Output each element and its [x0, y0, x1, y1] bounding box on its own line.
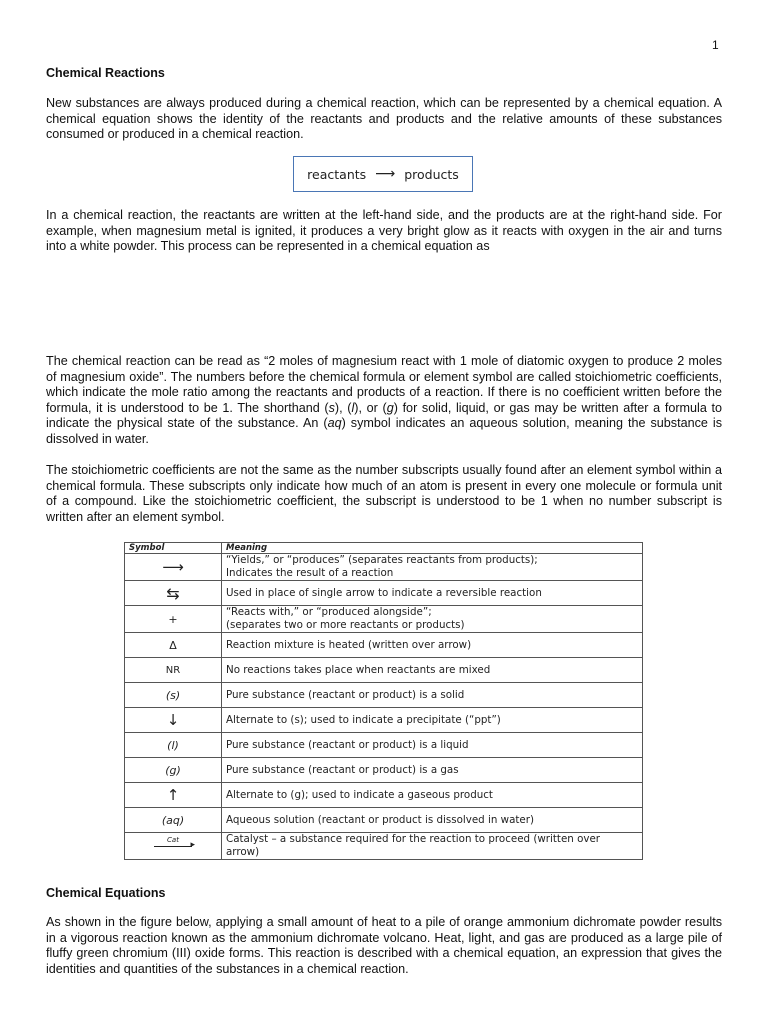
arrow-head-icon: ▸	[190, 839, 195, 850]
plus-symbol: +	[125, 606, 222, 633]
no-reaction-symbol: NR	[125, 658, 222, 683]
catalyst-label: Cat	[167, 835, 179, 844]
table-row	[125, 683, 643, 708]
precipitate-arrow-symbol: ↓	[125, 708, 222, 733]
meaning-text: Aqueous solution (reactant or product is dissolved in water)	[222, 808, 643, 833]
delta-symbol: Δ	[125, 633, 222, 658]
section-heading-chemical-equations: Chemical Equations	[46, 886, 166, 900]
meaning-text: Alternate to (s); used to indicate a precipitate (“ppt”)	[222, 708, 643, 733]
table-row	[125, 808, 643, 833]
meaning-text: Used in place of single arrow to indicate a reversible reaction	[222, 581, 643, 606]
table-row	[125, 658, 643, 683]
meaning-text: Catalyst – a substance required for the reaction to proceed (written over	[226, 833, 601, 845]
section-heading-chemical-reactions: Chemical Reactions	[46, 66, 165, 80]
reaction-reading-paragraph: The chemical reaction can be read as “2 moles of magnesium react with 1 mole of diatomic oxygen to produce 2 moles of magnesium oxide”. The numbers before the chemical formula or element symbol are called stoichiometric coefficients, which indicate the mole ratio among the reactants and products of a reaction. If there is no coefficient written before the formula, it is understood to be 1. The shorthand (s), (l), or (g) for solid, liquid, or gas may be written after a formula to indicate the physical state of the substance. An (aq) symbol indicates an aqueous solution, meaning the substance is dissolved in water.	[46, 354, 723, 446]
meaning-text: Indicates the result of a reaction	[226, 567, 394, 579]
reactants-label: reactants	[307, 166, 367, 182]
gas-arrow-symbol: ↑	[125, 783, 222, 808]
page-number: 1	[712, 38, 719, 52]
meaning-text: “Reacts with,” or “produced alongside”;	[226, 606, 432, 618]
meaning-column-header: Meaning	[222, 543, 643, 554]
meaning-text: No reactions takes place when reactants are mixed	[222, 658, 643, 683]
table-row	[125, 783, 643, 808]
aqueous-symbol: (aq)	[125, 808, 222, 833]
meaning-text: “Yields,” or “produces” (separates reactants from products);	[226, 554, 538, 566]
liquid-symbol: (l)	[125, 733, 222, 758]
table-row	[125, 581, 643, 606]
intro-paragraph: New substances are always produced during a chemical reaction, which can be represented by a chemical equation. A chemical equation shows the identity of the reactants and products and the relative amounts of these substances consumed or produced in a chemical reaction.	[46, 96, 722, 142]
symbol-column-header: Symbol	[125, 543, 222, 554]
products-label: products	[404, 166, 459, 182]
reversible-arrow-symbol: ⇆	[125, 581, 222, 606]
meaning-text: arrow)	[226, 846, 260, 858]
gas-symbol: (g)	[125, 758, 222, 783]
table-row	[125, 606, 643, 633]
volcano-paragraph: As shown in the figure below, applying a small amount of heat to a pile of orange ammonium dichromate powder results in a vigorous reaction known as the ammonium dichromate volcano. Heat, light, and gas are produced as a large pile of fluffy green chromium (III) oxide forms. This reaction is described with a chemical equation, an expression that gives the identities and quantities of the substances in a chemical reaction.	[46, 915, 722, 976]
reaction-equation-box	[293, 156, 473, 192]
table-row	[125, 633, 643, 658]
meaning-text: Pure substance (reactant or product) is a gas	[222, 758, 643, 783]
solid-symbol: (s)	[125, 683, 222, 708]
symbols-table	[124, 542, 643, 860]
table-row	[125, 833, 643, 860]
meaning-text: Pure substance (reactant or product) is a liquid	[222, 733, 643, 758]
meaning-text: Pure substance (reactant or product) is a solid	[222, 683, 643, 708]
meaning-text: Reaction mixture is heated (written over arrow)	[222, 633, 643, 658]
meaning-text: (separates two or more reactants or products)	[226, 619, 465, 631]
yields-arrow-icon: ⟶	[375, 166, 396, 182]
table-row	[125, 758, 643, 783]
arrow-line	[154, 846, 192, 847]
table-row	[125, 708, 643, 733]
table-row	[125, 554, 643, 581]
yields-arrow-symbol: ⟶	[125, 554, 222, 581]
catalyst-arrow-symbol	[125, 833, 222, 860]
table-row	[125, 733, 643, 758]
meaning-text: Alternate to (g); used to indicate a gaseous product	[222, 783, 643, 808]
reaction-example-paragraph: In a chemical reaction, the reactants are written at the left-hand side, and the products are at the right-hand side. For example, when magnesium metal is ignited, it produces a very bright glow as it reacts with oxygen in the air and turns into a white powder. This process can be represented in a chemical equation as	[46, 208, 722, 254]
subscripts-paragraph: The stoichiometric coefficients are not the same as the number subscripts usually found after an element symbol within a chemical formula. These subscripts only indicate how much of an atom is present in every one molecule or formula unit of a compound. Like the stoichiometric coefficient, the subscript is understood to be 1 when no number subscript is written after an element symbol.	[46, 463, 722, 524]
